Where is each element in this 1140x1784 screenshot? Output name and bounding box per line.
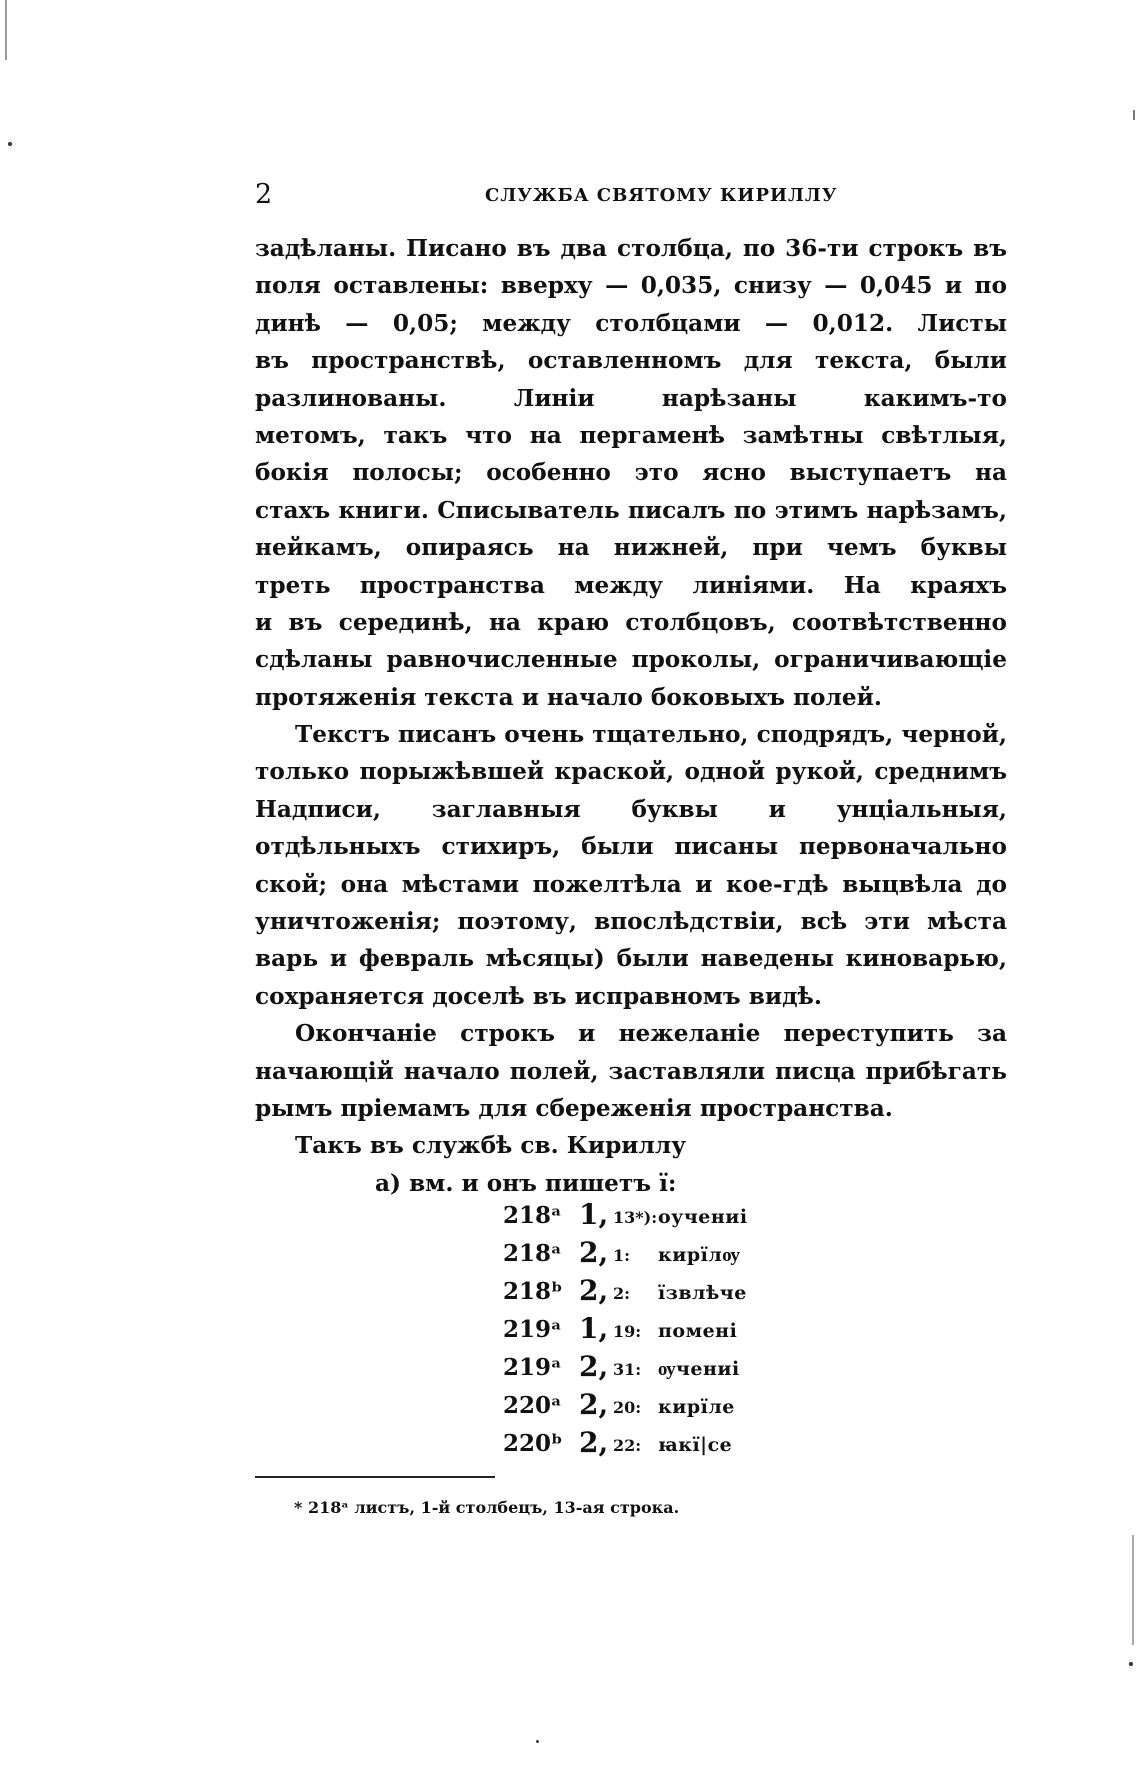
example-word: помені <box>658 1320 738 1342</box>
text-line: Такъ въ службѣ св. Кириллу <box>295 1132 687 1160</box>
page-header <box>255 180 875 210</box>
example-line: 19: <box>613 1322 642 1341</box>
text-line: варь и февраль мѣсяцы) были наведены киноварью, <box>255 945 1007 973</box>
text-line: уничтоженія; поэтому, впослѣдствіи, всѣ эти мѣста <box>255 908 1007 936</box>
example-row <box>503 1198 823 1236</box>
example-row <box>503 1274 823 1312</box>
example-column: 2, <box>579 1274 609 1307</box>
example-word: оучениі <box>658 1206 748 1228</box>
text-line: а) вм. и онъ пишетъ ї: <box>375 1169 677 1197</box>
example-column: 2, <box>579 1426 609 1459</box>
scan-mark <box>1132 1535 1134 1645</box>
example-column: 1, <box>579 1312 609 1345</box>
running-title: СЛУЖБА СВЯТОМУ КИРИЛЛУ <box>485 185 838 206</box>
text-line: протяженія текста и начало боковыхъ полей. <box>255 683 882 711</box>
footnote: * 218ᵃ листъ, 1-й столбецъ, 13-ая строка. <box>294 1498 680 1517</box>
example-row <box>503 1312 823 1350</box>
example-line: 31: <box>613 1360 642 1379</box>
scan-mark <box>5 0 7 60</box>
text-line: бокія полосы; особенно это ясно выступаетъ на <box>255 459 1007 487</box>
example-page: 219ᵃ <box>503 1316 562 1343</box>
example-page: 219ᵃ <box>503 1354 562 1381</box>
example-column: 1, <box>579 1198 609 1231</box>
text-line: задѣланы. Писано въ два столбца, по 36-ти строкъ въ <box>255 235 1007 262</box>
example-line: 13*): <box>613 1208 658 1227</box>
example-page: 218ᵃ <box>503 1202 562 1229</box>
body-text <box>255 230 1007 1202</box>
example-word: ѹчениі <box>658 1358 740 1380</box>
example-page: 220ᵃ <box>503 1392 562 1419</box>
text-line: въ пространствѣ, оставленномъ для текста, были <box>255 347 1007 375</box>
scan-dot <box>1129 1662 1133 1666</box>
example-word: кирїле <box>658 1396 735 1418</box>
text-line: Окончаніе строкъ и нежеланіе переступить за <box>295 1020 1007 1048</box>
text-line: только порыжѣвшей краской, одной рукой, среднимъ <box>255 758 1007 786</box>
text-line: отдѣльныхъ стихиръ, были писаны первоначально <box>255 833 1007 861</box>
text-line: стахъ книги. Списыватель писалъ по этимъ нарѣзамъ, <box>255 496 1007 524</box>
text-line: динѣ — 0,05; между столбцами — 0,012. Листы <box>255 309 1007 337</box>
text-line: треть пространства между линіями. На краяхъ <box>255 571 1007 599</box>
example-row <box>503 1350 823 1388</box>
text-line: Надписи, заглавныя буквы и унціальныя, <box>255 795 1007 823</box>
text-line: ской; она мѣстами пожелтѣла и кое-гдѣ выцвѣла до <box>255 870 1007 898</box>
example-column: 2, <box>579 1388 609 1421</box>
example-line: 1: <box>613 1246 631 1265</box>
scan-mark <box>1133 110 1135 120</box>
example-word: ꙗкї|се <box>658 1434 733 1456</box>
example-word: кирїлѹ <box>658 1244 741 1266</box>
example-row <box>503 1236 823 1274</box>
text-line: разлинованы. Линіи нарѣзаны какимъ-то <box>255 384 1007 412</box>
example-word: їзвлѣче <box>658 1282 747 1304</box>
text-line: сдѣланы равночисленные проколы, ограничивающіе <box>255 646 1007 674</box>
example-line: 22: <box>613 1436 642 1455</box>
example-page: 220ᵇ <box>503 1430 563 1457</box>
example-row <box>503 1426 823 1464</box>
footnote-rule <box>255 1476 495 1478</box>
text-line: Текстъ писанъ очень тщательно, сподрядъ, черной, <box>295 721 1007 749</box>
text-line: метомъ, такъ что на пергаменѣ замѣтны свѣтлыя, <box>255 421 1007 449</box>
text-line: сохраняется доселѣ въ исправномъ видѣ. <box>255 982 822 1010</box>
example-row <box>503 1388 823 1426</box>
example-column: 2, <box>579 1350 609 1383</box>
page-number: 2 <box>255 179 273 210</box>
examples-list <box>503 1198 823 1464</box>
example-page: 218ᵃ <box>503 1240 562 1267</box>
example-line: 2: <box>613 1284 631 1303</box>
scan-dot <box>8 142 12 146</box>
text-line: и въ серединѣ, на краю столбцовъ, соотвѣтственно <box>255 608 1007 636</box>
example-line: 20: <box>613 1398 642 1417</box>
scan-dot <box>536 1740 539 1743</box>
text-line: начающій начало полей, заставляли писца прибѣгать <box>255 1057 1007 1085</box>
text-line: рымъ пріемамъ для сбереженія пространства. <box>255 1094 893 1122</box>
example-page: 218ᵇ <box>503 1278 563 1305</box>
example-column: 2, <box>579 1236 609 1269</box>
text-line: нейкамъ, опираясь на нижней, при чемъ буквы <box>255 534 1007 562</box>
text-line: поля оставлены: вверху — 0,035, снизу — 0,045 и по <box>255 272 1007 300</box>
